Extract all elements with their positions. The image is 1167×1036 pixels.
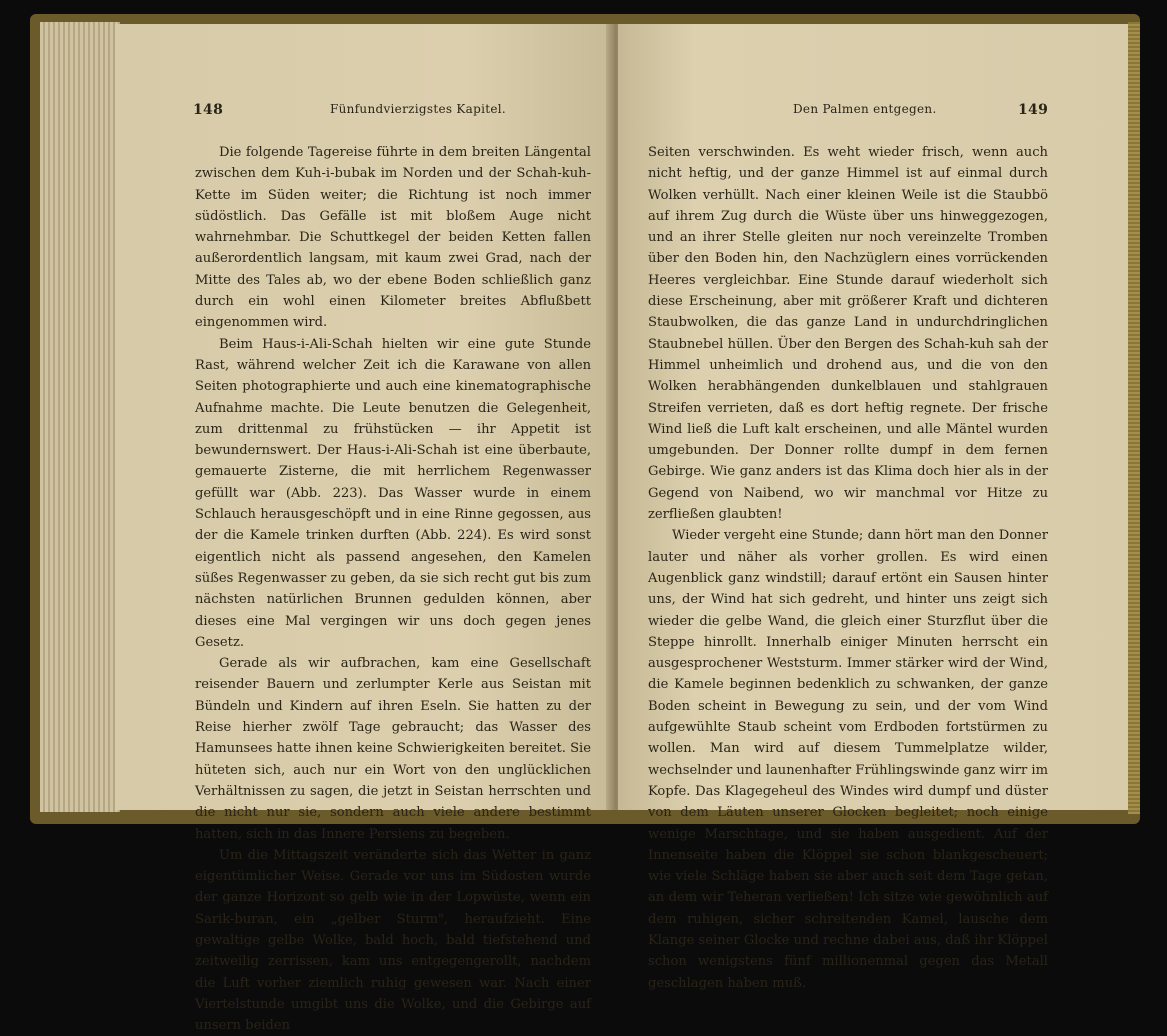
book-cover-edge	[1128, 22, 1140, 814]
left-page-body	[195, 142, 591, 1036]
left-page-number: 148	[193, 102, 224, 118]
paragraph: Seiten verschwinden. Es weht wieder frisch, wenn auch nicht heftig, und der ganze Himmel ist auf einmal durch Wolken verhüllt. Nach einer kleinen Weile ist die Staubbö auf ihrem Zug durch die Wüste über uns hinweggezogen, und an ihrer Stelle gleiten nur noch vereinzelte Tromben über den Boden hin, den Nachzüglern eines vorrückenden Heeres vergleichbar. Eine Stunde darauf wiederholt sich diese Erscheinung, aber mit größerer Kraft und dichteren Staubwolken, die das ganze Land in undurchdringlichen Staubnebel hüllen. Über den Bergen des Schah-kuh sah der Himmel unheimlich und drohend aus, und die von den Wolken herabhängenden dunkelblauen und stahlgrauen Streifen verrieten, daß es dort heftig regnete. Der frische Wind ließ die Luft kalt erscheinen, und alle Mäntel wurden umgebunden. Der Donner rollte dumpf in dem fernen Gebirge. Wie ganz anders ist das Klima doch hier als in der Gegend von Naibend, wo wir manchmal vor Hitze zu zerfließen glaubten!	[648, 145, 1048, 523]
paragraph: Um die Mittagszeit veränderte sich das Wetter in ganz eigentümlicher Weise. Gerade vor uns im Südosten wurde der ganze Horizont so gelb wie in der Lopwüste, wenn ein Sarik-buran, ein „gelber Sturm", heraufzieht. Eine gewaltige gelbe Wolke, bald hoch, bald tiefstehend und zeitweilig zerrissen, kam uns entgegengerollt, nachdem die Luft vorher ziemlich ruhig gewesen war. Nach einer Viertelstunde umgibt uns die Wolke, und die Gebirge auf unsern beiden	[195, 847, 591, 1034]
left-running-head: Fünfundvierzigstes Kapitel.	[330, 102, 507, 116]
left-page	[115, 24, 615, 1034]
paragraph: Gerade als wir aufbrachen, kam eine Gesellschaft reisender Bauern und zerlumpter Kerle aus Seistan mit Bündeln und Kindern auf ihren Eseln. Sie hatten zu der Reise hierher zwölf Tage gebraucht; das Wasser des Hamunsees hatte ihnen keine Schwierigkeiten bereitet. Sie hüteten sich, auch nur ein Wort von den unglücklichen Verhältnissen zu sagen, die jetzt in Seistan herrschten und die nicht nur sie, sondern auch viele andere bestimmt hatten, sich in das Innere Persiens zu begeben.	[195, 656, 591, 842]
right-page-body	[648, 142, 1048, 994]
right-page-number: 149	[1018, 102, 1049, 118]
paragraph: Wieder vergeht eine Stunde; dann hört man den Donner lauter und näher als vorher grollen. Es wird einen Augenblick ganz windstill; darauf ertönt ein Sausen hinter uns, der Wind hat sich gedreht, und hinter uns zeigt sich wieder die gelbe Wand, die gleich einer Sturzflut über die Steppe hinrollt. Innerhalb einiger Minuten herrscht ein ausgesprochener Weststurm. Immer stärker wird der Wind, die Kamele beginnen bedenklich zu schwanken, der ganze Boden scheint in Bewegung zu sein, und der vom Wind aufgewühlte Staub scheint vom Erdboden fortstürmen zu wollen. Man wird auf diesem Tummelplatze wilder, wechselnder und launenhafter Frühlingswinde ganz wirr im Kopfe. Das Klagegeheul des Windes wird dumpf und düster von dem Läuten unserer Glocken begleitet; noch einige wenige Marschtage, und sie haben ausgedient. Auf der Innenseite haben die Klöppel sie schon blankgescheuert; wie viele Schläge haben sie aber auch seit dem Tage getan, an dem wir Teheran verließen! Ich sitze wie gewöhnlich auf dem ruhigen, sicher schreitenden Kamel, lausche dem Klange seiner Glocke und rechne dabei aus, daß ihr Klöppel schon wenigstens fünf millionenmal gegen das Metall geschlagen haben muß.	[648, 528, 1048, 991]
right-page	[618, 24, 1128, 991]
page-edge-stack	[40, 22, 120, 812]
right-running-head: Den Palmen entgegen.	[793, 102, 937, 116]
paragraph: Beim Haus-i-Ali-Schah hielten wir eine gute Stunde Rast, während welcher Zeit ich die Karawane von allen Seiten photographierte und auch eine kinematographische Aufnahme machte. Die Leute benutzen die Gelegenheit, zum drittenmal zu frühstücken — ihr Appetit ist bewundernswert. Der Haus-i-Ali-Schah ist eine überbaute, gemauerte Zisterne, die mit herrlichem Regenwasser gefüllt war (Abb. 223). Das Wasser wurde in einem Schlauch herausgeschöpft und in eine Rinne gegossen, aus der die Kamele trinken durften (Abb. 224). Es wird sonst eigentlich nicht als passend angesehen, den Kamelen süßes Regenwasser zu geben, da sie sich recht gut bis zum nächsten natürlichen Brunnen gedulden können, aber dieses eine Mal vergingen wir uns doch gegen jenes Gesetz.	[195, 336, 591, 650]
paragraph: Die folgende Tagereise führte in dem breiten Längental zwischen dem Kuh-i-bubak im Norden und der Schah-kuh-Kette im Süden weiter; die Richtung ist noch immer südöstlich. Das Gefälle ist mit bloßem Auge nicht wahrnehmbar. Die Schuttkegel der beiden Ketten fallen außerordentlich langsam, mit kaum zwei Grad, nach der Mitte des Tales ab, wo der ebene Boden schließlich ganz durch ein wohl einen Kilometer breites Abflußbett eingenommen wird.	[195, 145, 591, 331]
